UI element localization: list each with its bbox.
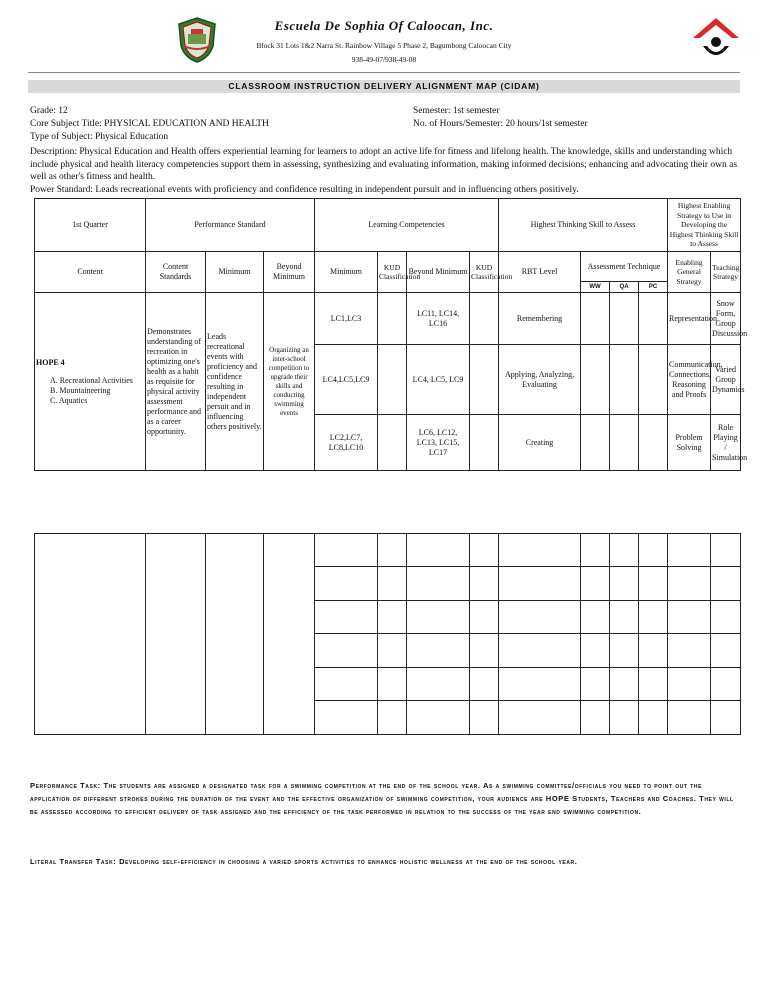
blank-cell	[499, 701, 581, 735]
blank-cell	[581, 601, 610, 634]
lc-beyond-cell: LC11, LC14, LC16	[407, 293, 470, 345]
blank-cell	[499, 668, 581, 701]
blank-cell	[711, 668, 741, 701]
highest-thinking-header: Highest Thinking Skill to Assess	[499, 199, 668, 252]
blank-cell	[668, 701, 711, 735]
ps-minimum-text: Leads recreational events with proficiency and confidence resulting in independent persuit and in influencing others positively.	[206, 293, 264, 471]
kud-cell	[378, 293, 407, 345]
blank-cell	[639, 601, 668, 634]
blank-cell	[610, 601, 639, 634]
rbt-cell: Applying, Analyzing, Evaluating	[499, 345, 581, 415]
lc-beyond-cell: LC4, LC5, LC9	[407, 345, 470, 415]
blank-cell	[499, 567, 581, 601]
ww-header: WW	[581, 282, 610, 293]
teaching-cell: Varied Group Dynamics	[711, 345, 741, 415]
blank-cell	[264, 534, 315, 735]
blank-cell	[470, 668, 499, 701]
course-description: Description: Physical Education and Health offers experiential learning for learners to adopt an active life for fitness and lifelong health. The knowledge, skills and understanding which include physical and health literacy competencies support them in assessing, synthesizing and evaluating information, making informed decisions; enhancing and advocating their own as well as other's fitness and health.	[30, 147, 738, 182]
blank-grid-table	[34, 533, 741, 735]
blank-cell	[581, 534, 610, 567]
blank-cell	[378, 534, 407, 567]
quarter-header: 1st Quarter	[35, 199, 146, 252]
page-title: CLASSROOM INSTRUCTION DELIVERY ALIGNMENT MAP (CIDAM)	[28, 80, 740, 93]
blank-cell	[378, 668, 407, 701]
lc-beyond-header: Beyond Minimum	[407, 252, 470, 293]
pc-header: PC	[639, 282, 668, 293]
pc-cell	[639, 345, 668, 415]
teaching-strategy-header: Teaching Strategy	[711, 252, 741, 293]
blank-cell	[639, 668, 668, 701]
enabling-general-header: Enabling General Strategy	[668, 252, 711, 293]
blank-cell	[378, 567, 407, 601]
content-item: A. Recreational Activities	[50, 375, 133, 385]
rbt-cell: Creating	[499, 415, 581, 471]
ww-cell	[581, 293, 610, 345]
blank-cell	[407, 567, 470, 601]
blank-cell	[668, 601, 711, 634]
blank-cell	[610, 701, 639, 735]
blank-cell	[610, 567, 639, 601]
blank-cell	[711, 534, 741, 567]
teaching-cell: Snow Form, Group Discussion	[711, 293, 741, 345]
qa-cell	[610, 415, 639, 471]
ps-beyond-text: Organizing an inter-school competition to upgrade their skills and conducting swimming events	[264, 293, 315, 471]
lc-beyond-cell: LC6, LC12, LC13, LC15, LC17	[407, 415, 470, 471]
cidam-table	[34, 198, 748, 471]
blank-cell	[407, 668, 470, 701]
blank-cell	[610, 534, 639, 567]
content-item: C. Aquatics	[50, 395, 88, 405]
header-divider	[28, 72, 740, 73]
qa-cell	[610, 293, 639, 345]
semester-label: Semester: 1st semester	[413, 106, 500, 116]
content-item: B. Mountaineering	[50, 385, 111, 395]
blank-cell	[315, 634, 378, 668]
blank-cell	[35, 534, 146, 735]
hours-label: No. of Hours/Semester: 20 hours/1st semester	[413, 119, 588, 129]
blank-cell	[470, 534, 499, 567]
blank-cell	[470, 567, 499, 601]
lc-minimum-cell: LC4,LC5,LC9	[315, 345, 378, 415]
blank-cell	[315, 601, 378, 634]
blank-cell	[315, 701, 378, 735]
blank-cell	[499, 601, 581, 634]
kud-cell	[378, 415, 407, 471]
highest-enabling-header: Highest Enabling Strategy to Use in Developing the Highest Thinking Skill to Assess	[668, 199, 741, 252]
content-list	[36, 376, 144, 406]
literal-transfer-task: Literal Transfer Task: Developing self-efficiency in choosing a varied sports activities to enhance holistic wellness at the end of the school year.	[30, 857, 578, 866]
blank-cell	[639, 634, 668, 668]
blank-cell	[315, 668, 378, 701]
blank-cell	[668, 534, 711, 567]
grade-label: Grade: 12	[30, 106, 68, 116]
performance-task: Performance Task: The students are assigned a designated task for a swimming competition at the end of the school year. As a swimming committee/officials you need to point out the application of different strokes during the duration of the event and the effective organization of swimming competition, your audience are HOPE Students, Teachers and Coaches. They will be assessed according to efficient delivery of task assigned and the efficiency of the task performed in relation to the success of the year end swimming competition.	[30, 781, 734, 816]
blank-cell	[470, 601, 499, 634]
blank-cell	[470, 701, 499, 735]
assessment-technique-header: Assessment Technique	[581, 252, 668, 282]
content-standard-text: Demonstrates understanding of recreation in optimizing one's health as a habit as requisite for physical activity assessment performance and as a career opportunity.	[146, 293, 206, 471]
enabling-cell: Communication, Connections, Reasoning and Proofs	[668, 345, 711, 415]
lc-minimum-cell: LC1,LC3	[315, 293, 378, 345]
blank-cell	[610, 634, 639, 668]
blank-cell	[581, 701, 610, 735]
pc-cell	[639, 293, 668, 345]
ps-minimum-header: Minimum	[206, 252, 264, 293]
blank-cell	[407, 701, 470, 735]
kud-cell	[470, 293, 499, 345]
content-cell	[35, 293, 146, 471]
blank-cell	[668, 668, 711, 701]
hope-label: HOPE 4	[36, 357, 65, 367]
blank-cell	[639, 567, 668, 601]
lc-minimum-header: Minimum	[315, 252, 378, 293]
blank-cell	[315, 567, 378, 601]
learning-competencies-header: Learning Competencies	[315, 199, 499, 252]
content-header: Content	[35, 252, 146, 293]
pc-cell	[639, 415, 668, 471]
blank-cell	[378, 701, 407, 735]
blank-cell	[639, 701, 668, 735]
blank-cell	[378, 634, 407, 668]
kud-classification-header: KUD Classification	[470, 252, 499, 293]
blank-cell	[711, 701, 741, 735]
core-subject-label: Core Subject Title: PHYSICAL EDUCATION AND HEALTH	[30, 119, 269, 129]
school-name: Escuela De Sophia Of Caloocan, Inc.	[274, 18, 494, 33]
blank-cell	[581, 668, 610, 701]
blank-cell	[206, 534, 264, 735]
qa-cell	[610, 345, 639, 415]
teaching-cell: Role Playing / Simulation	[711, 415, 741, 471]
blank-cell	[499, 534, 581, 567]
blank-cell	[639, 534, 668, 567]
enabling-cell: Problem Solving	[668, 415, 711, 471]
rbt-level-header: RBT Level	[499, 252, 581, 293]
qa-header: QA	[610, 282, 639, 293]
blank-cell	[499, 634, 581, 668]
ps-beyond-header: Beyond Minimum	[264, 252, 315, 293]
kud-classification-header: KUD Classification	[378, 252, 407, 293]
blank-cell	[581, 567, 610, 601]
kud-cell	[378, 345, 407, 415]
blank-cell	[378, 601, 407, 634]
blank-cell	[407, 634, 470, 668]
rbt-cell: Remembering	[499, 293, 581, 345]
blank-cell	[668, 634, 711, 668]
blank-cell	[407, 601, 470, 634]
kud-cell	[470, 345, 499, 415]
performance-standard-header: Performance Standard	[146, 199, 315, 252]
content-standards-header: Content Standards	[146, 252, 206, 293]
blank-cell	[711, 567, 741, 601]
lc-minimum-cell: LC2,LC7, LC8,LC10	[315, 415, 378, 471]
school-phone: 938-49-07/938-49-08	[351, 55, 417, 64]
school-address: Block 31 Lots 1&2 Narra St. Rainbow Village 5 Phase 2, Bagumbong Caloocan City	[256, 41, 512, 50]
blank-cell	[146, 534, 206, 735]
power-standard: Power Standard: Leads recreational events with proficiency and confidence resulting in independent pursuit and in influencing others positively.	[30, 185, 579, 195]
ww-cell	[581, 345, 610, 415]
blank-cell	[470, 634, 499, 668]
subject-type-label: Type of Subject: Physical Education	[30, 132, 169, 142]
blank-cell	[610, 668, 639, 701]
kud-cell	[470, 415, 499, 471]
enabling-cell: Representation	[668, 293, 711, 345]
blank-cell	[315, 534, 378, 567]
blank-cell	[407, 534, 470, 567]
blank-cell	[581, 634, 610, 668]
blank-cell	[711, 601, 741, 634]
blank-cell	[668, 567, 711, 601]
ww-cell	[581, 415, 610, 471]
blank-cell	[711, 634, 741, 668]
